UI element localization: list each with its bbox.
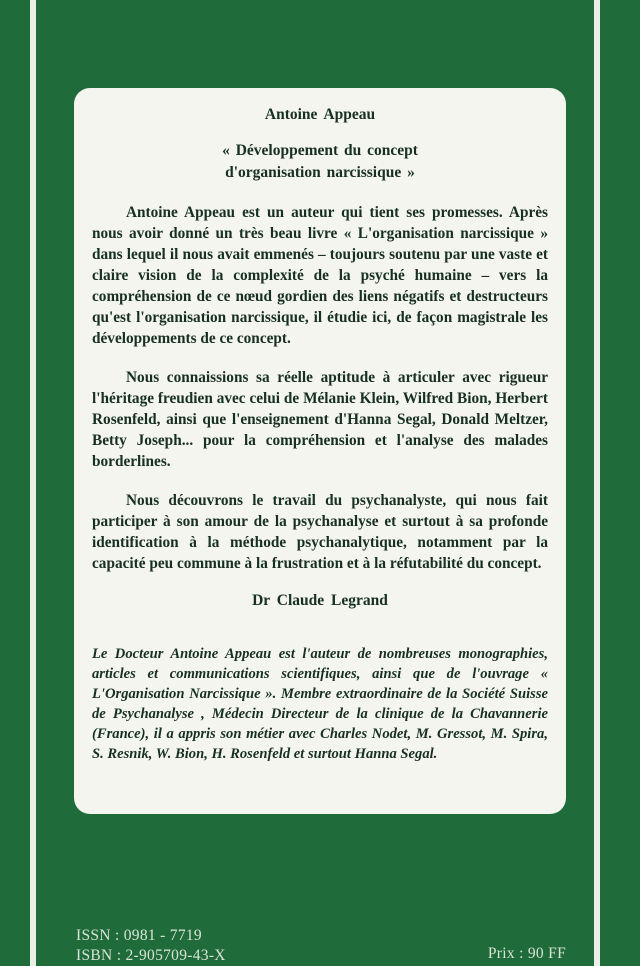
price-label: Prix : 90 FF xyxy=(487,945,566,962)
right-border-stripe xyxy=(594,0,600,966)
book-title-line-1: « Développement du concept xyxy=(222,142,418,159)
book-title xyxy=(92,140,548,184)
issn-number: ISSN : 0981 - 7719 xyxy=(76,927,202,944)
review-paragraph-2: Nous connaissions sa réelle aptitude à articuler avec rigueur l'héritage freudien avec celui de Mélanie Klein, Wilfred Bion, Herbert Rosenfeld, ainsi que l'enseignement d'Hanna Segal, Donald Meltzer, Betty Joseph... pour la compréhension et l'analyse des malades borderlines. xyxy=(92,369,548,470)
author-name: Antoine Appeau xyxy=(264,106,376,123)
left-border-stripe xyxy=(30,0,36,966)
review-paragraph-3: Nous découvrons le travail du psychanalyste, qui nous fait participer à son amour de la psychanalyse et surtout à sa profonde identification à la méthode psychanalytique, notamment par la capacité peu commune à la frustration et à la réfutabilité du concept. xyxy=(92,492,548,572)
text-panel xyxy=(74,88,566,814)
review-signature: Dr Claude Legrand xyxy=(252,592,388,609)
isbn-number: ISBN : 2-905709-43-X xyxy=(76,947,226,964)
book-title-line-2: d'organisation narcissique » xyxy=(225,164,415,181)
author-biography: Le Docteur Antoine Appeau est l'auteur de nombreuses monographies, articles et communications scientifiques, ainsi que de l'ouvrage « L'Organisation Narcissique ». Membre extraordinaire de la Société Suisse de Psychanalyse , Médecin Directeur de la clinique de la Chavannerie (France), il a appris son métier avec Charles Nodet, M. Gressot, M. Spira, S. Resnik, W. Bion, H. Rosenfeld et surtout Hanna Segal. xyxy=(92,646,548,762)
review-paragraph-1: Antoine Appeau est un auteur qui tient ses promesses. Après nous avoir donné un très beau livre « L'organisation narcissique » dans lequel il nous avait emmenés – toujours soutenu par une vaste et claire vision de la complexité de la psyché humaine – vers la compréhension de ce nœud gordien des liens négatifs et destructeurs qu'est l'organisation narcissique, il étudie ici, de façon magistrale les développements de ce concept. xyxy=(92,204,548,347)
